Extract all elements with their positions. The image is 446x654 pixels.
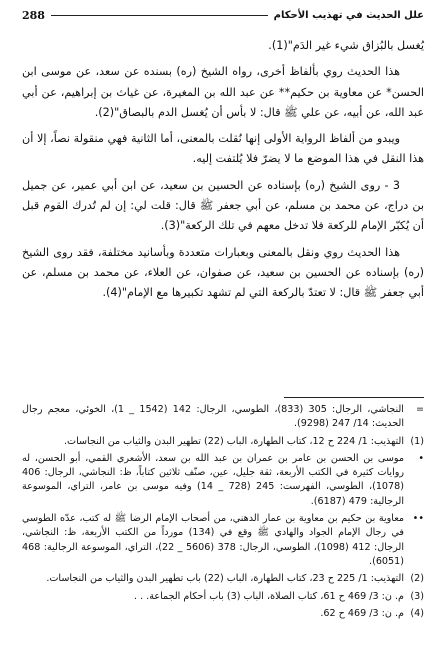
footnote-marker: • [418, 452, 424, 464]
paragraph: يُغسل بالبُزاق شيء غير الدَم"(1). [268, 39, 424, 52]
footnote-text: م. ن: 3/ 469 ح 61، كتاب الصلاة، الباب (3) باب أحكام الجماعة. . . [133, 590, 404, 602]
header-rule [51, 15, 268, 16]
footnote-marker: •• [412, 513, 424, 525]
footnote [22, 607, 424, 621]
footnote [22, 435, 424, 449]
footnote [22, 403, 424, 432]
footnote-text: النجاشي، الرجال: 305 (833)، الطوسي، الرجال: 142 (1542 _ 1)، الخوئي، معجم رجال الحديث: 14/ 247 (9298). [22, 404, 404, 430]
footnote-marker: = [415, 404, 424, 415]
paragraph: ويبدو من ألفاظ الرواية الأولى إنها نُقلت بالمعنى، أما الثانية فهي منقولة نصاً، إلا أن هذا النقل في هذا الموضع ما لا يضرّ فلا يُلتفت إليه. [22, 132, 424, 166]
running-title: علل الحديث في تهذيب الأحكام [273, 9, 424, 21]
footnote [22, 590, 424, 604]
paragraph: هذا الحديث روي ونقل بالمعنى وبعبارات متعددة وبأسانيد مختلفة، فقد روى الشيخ (ره) بإسناده عن الحسين بن سعيد، عن صفوان، عن العلاء، عن محمد بن مسلم، عن أبي جعفر ﷺ قال: لا تعتدّ بالركعة التي لم تشهد تكبيرها مع الإمام"(4). [22, 245, 424, 300]
paragraph: 3 - روى الشيخ (ره) بإسناده عن الحسين بن سعيد، عن ابن أبي عمير، عن جميل بن دراج، عن محمد بن مسلم، عن أبي جعفر ﷺ قال: قلت لي: إن لم تُدرك القوم قبل أن يُكبّر الإمام للركعة فلا تدخل معهم في تلك الركعة"(3). [22, 178, 424, 233]
footnote-separator [284, 397, 424, 398]
footnote-marker: (3) [410, 590, 424, 602]
footnote [22, 452, 424, 509]
body-text [22, 36, 424, 310]
footnote-marker: (2) [410, 573, 424, 585]
footnote-text: موسى بن الحسن بن عامر بن عمران بن عبد الله بن سعد، الأشعري القمي، أبو الحسن، له روايات كثيرة في الكتب الأربعة، ثقة جليل، عين، صنّف ثلاثين كتاباً، ظ: النجاشي، الرجال: 406 (1078)، الطوسي، الفهرست: 245 (728 _ 14) وفيه موسى بن عامر، التراي، الموسوعة الرجالية: 479 (6187). [22, 452, 404, 507]
footnote-marker: (1) [410, 435, 424, 447]
footnote-text: معاوية بن حكيم بن معاوية بن عمار الدهني، من أصحاب الإمام الرضا ﷺ له كتب، عدّه الطوسي في رجال الإمام الجواد والهادي ﷺ وقع في (134) مورداً من الكتب الأربعة، ظ: النجاشي، الرجال: 412 (1098)، الطوسي، الرجال: 378 (5606 _ 22)، التراي، الموسوعة الرجالية: 468 (6051). [22, 513, 404, 567]
footnote [22, 512, 424, 569]
footnote [22, 572, 424, 586]
footnotes [22, 403, 424, 624]
paragraph: هذا الحديث روي بألفاظ أخرى، رواه الشيخ (ره) بسنده عن سعد، عن موسى ابن الحسن* عن معاوية بن حكيم** عن عبد الله بن المغيرة، عن غياث بن إبراهيم، عن أبي عبد الله، عن أبيه، عن علي ﷺ قال: لا بأس أن يُغسل الدم بالبصاق"(2). [22, 65, 424, 119]
footnote-marker: (4) [410, 607, 424, 619]
footnote-text: م. ن: 3/ 469 ح 62. [320, 607, 404, 619]
footnote-text: التهذيب: 1/ 225 ح 23، كتاب الطهارة، الباب (22) باب تطهير البدن والثياب من النجاسات. [46, 573, 404, 585]
footnote-text: التهذيب: 1/ 224 ح 12، كتاب الطهارة، الباب (22) تطهير البدن والثياب من النجاسات. [64, 435, 404, 447]
page-number: 288 [22, 8, 45, 22]
page-header [22, 6, 424, 24]
